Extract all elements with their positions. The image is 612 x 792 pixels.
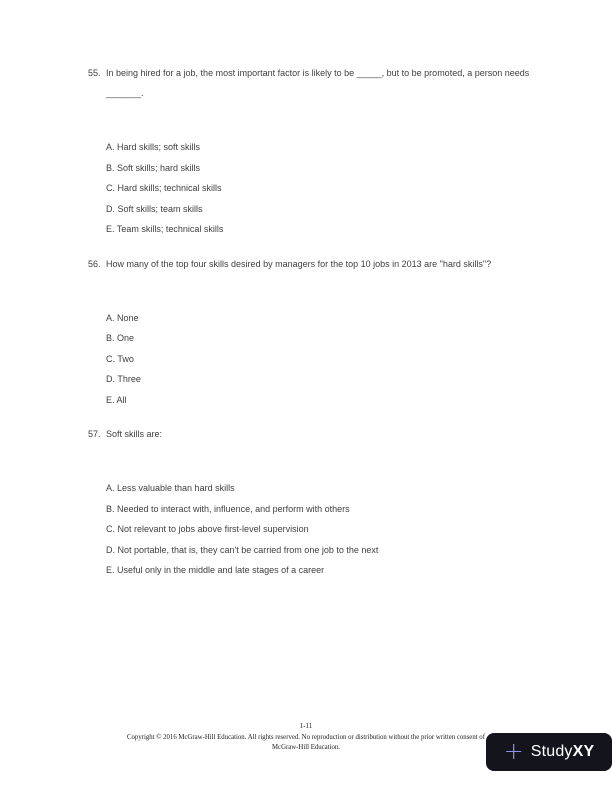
answer-option: E. Team skills; technical skills <box>106 224 224 234</box>
question-line <box>88 254 557 274</box>
question-text: Soft skills are: <box>106 429 163 439</box>
question-text: In being hired for a job, the most important factor is likely to be _____, but to be promoted, a person needs _______. <box>106 68 530 98</box>
question-line <box>88 424 557 444</box>
answer-option: D. Soft skills; team skills <box>106 203 203 214</box>
question-57 <box>88 424 557 581</box>
answer-option: B. Soft skills; hard skills <box>106 162 201 173</box>
answer-option: C. Not relevant to jobs above first-level supervision <box>106 524 309 534</box>
answer-option: A. Less valuable than hard skills <box>106 483 235 493</box>
question-number: 55. <box>88 68 101 78</box>
question-text: How many of the top four skills desired by managers for the top 10 jobs in 2013 are "hard skills"? <box>106 258 492 269</box>
copyright-line-1: Copyright © 2016 McGraw-Hill Education. All rights reserved. No reproduction or distribution without the prior written consent of <box>127 734 485 741</box>
brand-name-study: Study <box>530 743 573 760</box>
question-56 <box>88 254 557 411</box>
answer-option: C. Two <box>106 353 134 364</box>
answer-option: B. Needed to interact with, influence, and perform with others <box>106 503 350 514</box>
answer-option: E. Useful only in the middle and late stages of a career <box>106 565 325 575</box>
answer-option: A. Hard skills; soft skills <box>106 142 201 152</box>
question-number: 56. <box>88 258 101 269</box>
questions-area <box>88 63 557 595</box>
answer-option: D. Not portable, that is, they can't be carried from one job to the next <box>106 544 379 555</box>
brand-name <box>531 743 595 761</box>
question-line <box>88 63 557 103</box>
answer-option: B. One <box>106 333 135 343</box>
copyright-line-2: McGraw-Hill Education. <box>272 744 340 751</box>
answer-option: A. None <box>106 312 139 323</box>
answer-option: D. Three <box>106 374 141 384</box>
answer-option: E. All <box>106 394 127 405</box>
plus-icon: + <box>503 737 524 765</box>
question-55 <box>88 63 557 240</box>
studyxy-logo <box>486 733 612 771</box>
question-number: 57. <box>88 429 101 439</box>
brand-name-xy: XY <box>572 743 595 760</box>
answer-options <box>106 478 557 581</box>
answer-options <box>106 137 557 240</box>
page-number: 1-11 <box>299 722 313 730</box>
answer-options <box>106 308 557 411</box>
answer-option: C. Hard skills; technical skills <box>106 183 222 193</box>
